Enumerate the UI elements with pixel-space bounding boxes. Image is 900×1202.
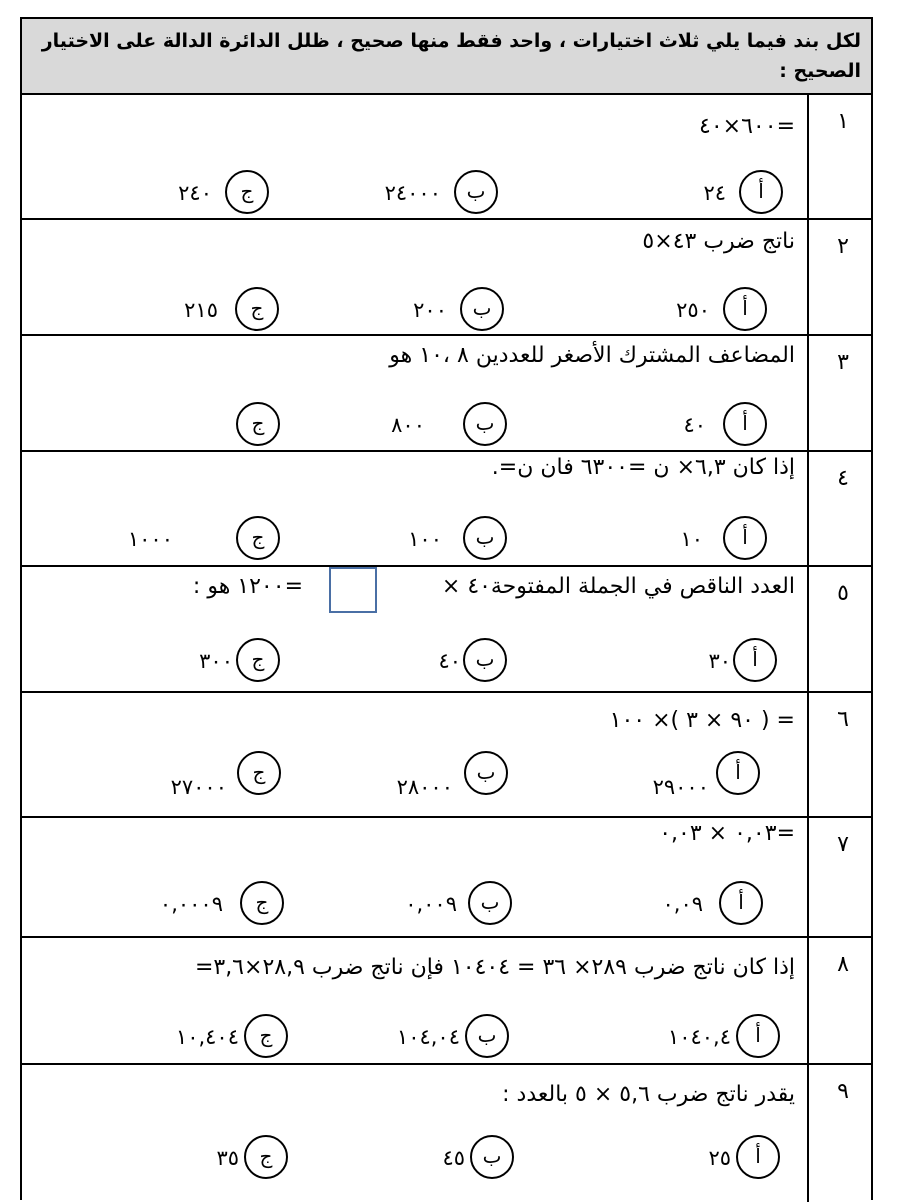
question-number: ٦: [837, 707, 849, 732]
question-text: =٠,٠٣ × ٠,٠٣: [659, 821, 795, 846]
question-row-7: [22, 818, 871, 938]
option-b-circle[interactable]: ب: [468, 881, 512, 925]
option-a-circle[interactable]: أ: [733, 638, 777, 682]
instructions-header: لكل بند فيما يلي ثلاث اختيارات ، واحد فقط منها صحيح ، ظلل الدائرة الدالة على الاختيار الصحيح :: [22, 19, 871, 95]
option-b-value: ٢٨٠٠٠: [396, 775, 453, 799]
option-a-value: ١٠٤٠,٤: [667, 1025, 731, 1049]
option-b-value: ٢٠٠: [413, 298, 447, 322]
option-b-circle[interactable]: ب: [460, 287, 504, 331]
question-text-operand: ٤٠ ×: [441, 574, 491, 599]
option-b-value: ١٠٠: [408, 527, 442, 551]
option-a-circle[interactable]: أ: [723, 287, 767, 331]
question-text: العدد الناقص في الجملة المفتوحة: [490, 574, 795, 599]
option-b-value: ٢٤٠٠٠: [384, 181, 441, 205]
option-c-circle[interactable]: ج: [236, 638, 280, 682]
option-b-value: ٤٠: [438, 649, 461, 673]
question-row-2: [22, 220, 871, 336]
question-number: ١: [837, 109, 849, 134]
option-b-circle[interactable]: ب: [470, 1135, 514, 1179]
option-c-value: ٢٤٠: [178, 181, 212, 205]
option-b-circle[interactable]: ب: [464, 751, 508, 795]
option-c-value: ٢١٥: [184, 298, 218, 322]
option-a-value: ٠,٠٩: [662, 892, 703, 916]
option-a-circle[interactable]: أ: [723, 516, 767, 560]
option-c-value: ١٠,٤٠٤: [175, 1025, 239, 1049]
option-c-circle[interactable]: ج: [225, 170, 269, 214]
option-a-value: ١٠: [680, 527, 703, 551]
option-a-circle[interactable]: أ: [736, 1014, 780, 1058]
option-a-value: ٢٥: [708, 1146, 731, 1170]
question-number: ٨: [837, 952, 849, 977]
question-text: = ( ٩٠ × ٣ )× ١٠٠: [609, 708, 795, 733]
worksheet: [20, 17, 873, 1200]
option-a-value: ٣٠: [708, 649, 731, 673]
question-text: إذا كان ٦,٣× ن =٦٣٠٠ فان ن=.: [491, 455, 795, 480]
question-number: ٥: [837, 581, 849, 606]
option-a-circle[interactable]: أ: [736, 1135, 780, 1179]
option-a-value: ٤٠: [683, 413, 706, 437]
option-c-value: ١٠٠٠: [127, 527, 173, 551]
question-row-6: [22, 693, 871, 818]
option-c-value: ٣٠٠: [199, 649, 233, 673]
option-b-value: ٨٠٠: [391, 413, 425, 437]
option-c-circle[interactable]: ج: [240, 881, 284, 925]
option-c-value: ٣٥: [216, 1146, 239, 1170]
question-text: =٦٠٠×٤٠: [699, 114, 795, 139]
option-b-circle[interactable]: ب: [463, 638, 507, 682]
option-a-value: ٢٤: [703, 181, 726, 205]
option-a-value: ٢٥٠: [676, 298, 710, 322]
option-c-circle[interactable]: ج: [244, 1014, 288, 1058]
option-c-circle[interactable]: ج: [237, 751, 281, 795]
option-b-circle[interactable]: ب: [454, 170, 498, 214]
question-text: المضاعف المشترك الأصغر للعددين ٨ ،١٠ هو: [389, 343, 795, 368]
question-row-1: [22, 95, 871, 220]
question-text: ناتج ضرب ٤٣×٥: [642, 229, 795, 254]
option-a-circle[interactable]: أ: [739, 170, 783, 214]
option-a-circle[interactable]: أ: [716, 751, 760, 795]
option-b-value: ٤٥: [442, 1146, 465, 1170]
option-c-circle[interactable]: ج: [235, 287, 279, 331]
option-a-circle[interactable]: أ: [723, 402, 767, 446]
option-a-circle[interactable]: أ: [719, 881, 763, 925]
option-b-value: ١٠٤,٠٤: [396, 1025, 460, 1049]
missing-number-box[interactable]: [329, 567, 377, 613]
option-c-value: ٢٧٠٠٠: [170, 775, 227, 799]
question-number: ٣: [837, 350, 849, 375]
question-number: ٩: [837, 1079, 849, 1104]
question-number: ٧: [837, 832, 849, 857]
option-a-value: ٢٩٠٠٠: [652, 775, 709, 799]
question-row-3: [22, 336, 871, 452]
option-b-circle[interactable]: ب: [463, 516, 507, 560]
question-text-result: =١٢٠٠ هو :: [192, 574, 303, 599]
option-c-circle[interactable]: ج: [236, 402, 280, 446]
question-row-9: [22, 1065, 871, 1202]
option-c-value: ٠,٠٠٠٩: [159, 892, 223, 916]
option-c-circle[interactable]: ج: [244, 1135, 288, 1179]
option-b-value: ٠,٠٠٩: [405, 892, 457, 916]
question-number: ٢: [837, 234, 849, 259]
question-number: ٤: [837, 466, 849, 491]
question-text: إذا كان ناتج ضرب ٢٨٩× ٣٦ = ١٠٤٠٤ فإن ناتج ضرب ٢٨,٩×٣,٦=: [194, 955, 795, 980]
question-row-8: [22, 938, 871, 1065]
option-b-circle[interactable]: ب: [465, 1014, 509, 1058]
option-b-circle[interactable]: ب: [463, 402, 507, 446]
question-row-5: [22, 567, 871, 693]
question-row-4: [22, 452, 871, 567]
question-text: يقدر ناتج ضرب ٥,٦ × ٥ بالعدد :: [502, 1082, 795, 1107]
option-c-circle[interactable]: ج: [236, 516, 280, 560]
